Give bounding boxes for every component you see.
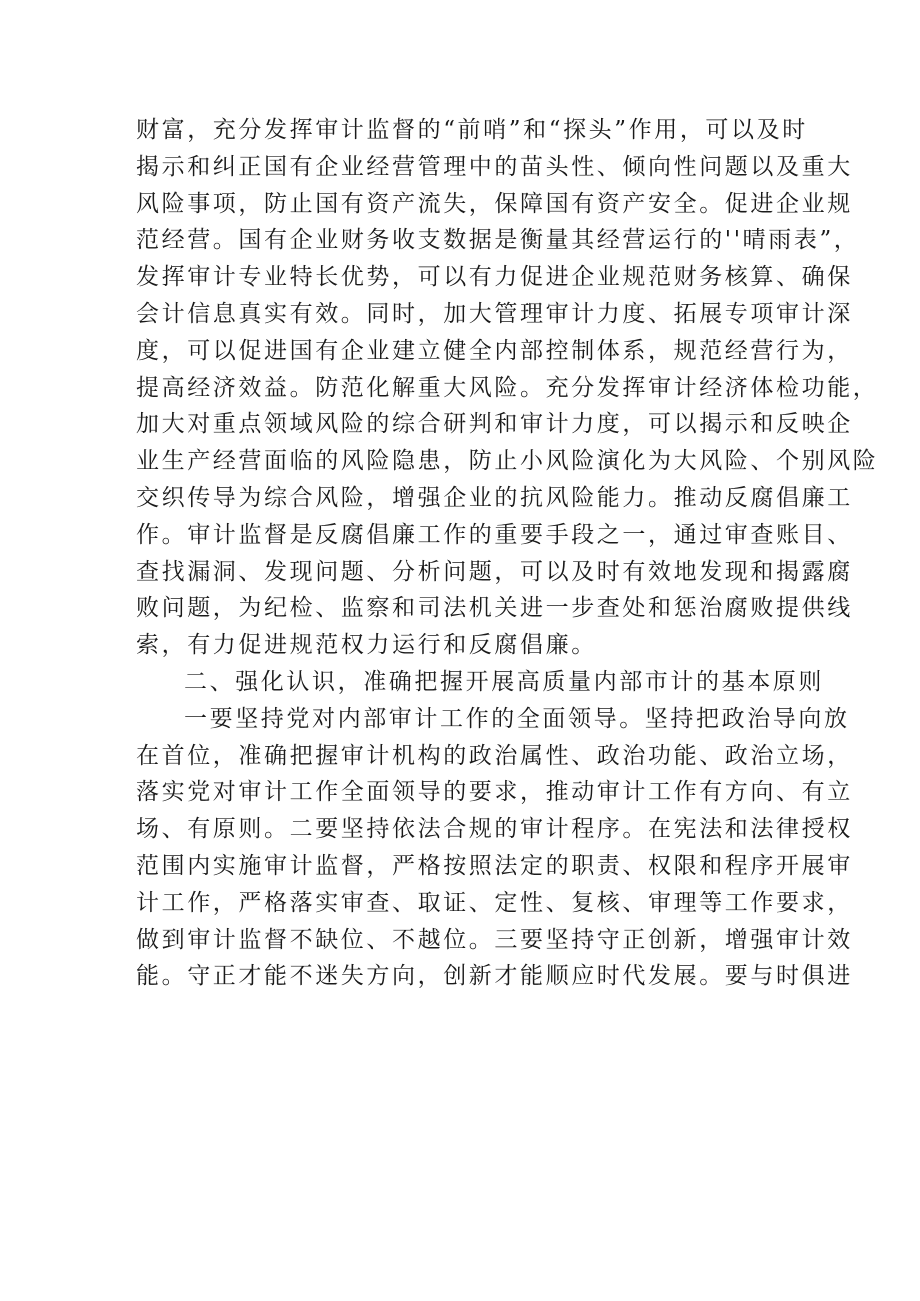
text-line: 度，可以促进国有企业建立健全内部控制体系，规范经营行为， <box>136 337 853 364</box>
text-line: 范围内实施审计监督，严格按照法定的职责、权限和程序开展审 <box>136 852 853 879</box>
text-line: 交织传导为综合风险，增强企业的抗风险能力。推动反腐倡廉工 <box>136 484 853 511</box>
text-line: 财富，充分发挥审计监督的“前哨”和“探头”作用，可以及时 <box>136 117 808 143</box>
text-line: 揭示和纠正国有企业经营管理中的苗头性、倾向性问题以及重大 <box>136 153 853 180</box>
body-text <box>136 112 879 995</box>
text-line: 能。守正才能不迷失方向，创新才能顺应时代发展。要与时俱进 <box>136 963 853 990</box>
text-line: 落实党对审计工作全面领导的要求，推动审计工作有方向、有立 <box>136 779 853 806</box>
text-line: 查找漏洞、发现问题、分析问题，可以及时有效地发现和揭露腐 <box>136 558 853 585</box>
text-line: 败问题，为纪检、监察和司法机关进一步查处和惩治腐败提供线 <box>136 595 853 622</box>
text-line: 在首位，准确把握审计机构的政治属性、政治功能、政治立场， <box>136 742 853 769</box>
text-line: 加大对重点领域风险的综合研判和审计力度，可以揭示和反映企 <box>136 411 853 438</box>
text-line: 提高经济效益。防范化解重大风险。充分发挥审计经济体检功能， <box>136 374 879 401</box>
text-line: 业生产经营面临的风险隐患，防止小风险演化为大风险、个别风险 <box>136 448 879 475</box>
section-heading: 二、强化认识，准确把握开展高质量内部市计的基本原则 <box>184 668 824 695</box>
text-line: 发挥审计专业特长优势，可以有力促进企业规范财务核算、确保 <box>136 264 853 291</box>
text-line: 场、有原则。二要坚持依法合规的审计程序。在宪法和法律授权 <box>136 816 853 843</box>
text-line: 索，有力促进规范权力运行和反腐倡廉。 <box>136 632 597 659</box>
text-line: 风险事项，防止国有资产流失，保障国有资产安全。促进企业规 <box>136 190 853 217</box>
text-line: 计工作，严格落实审查、取证、定性、复核、审理等工作要求， <box>136 889 853 916</box>
text-line: 做到审计监督不缺位、不越位。三要坚持守正创新，增强审计效 <box>136 926 853 953</box>
text-line: 一要坚持党对内部审计工作的全面领导。坚持把政治导向放 <box>184 705 850 732</box>
text-line: 会计信息真实有效。同时，加大管理审计力度、拓展专项审计深 <box>136 300 853 327</box>
text-line: 作。审计监督是反腐倡廉工作的重要手段之一，通过审查账目、 <box>136 521 853 548</box>
text-line: 范经营。国有企业财务收支数据是衡量其经营运行的''晴雨表”， <box>136 227 860 254</box>
